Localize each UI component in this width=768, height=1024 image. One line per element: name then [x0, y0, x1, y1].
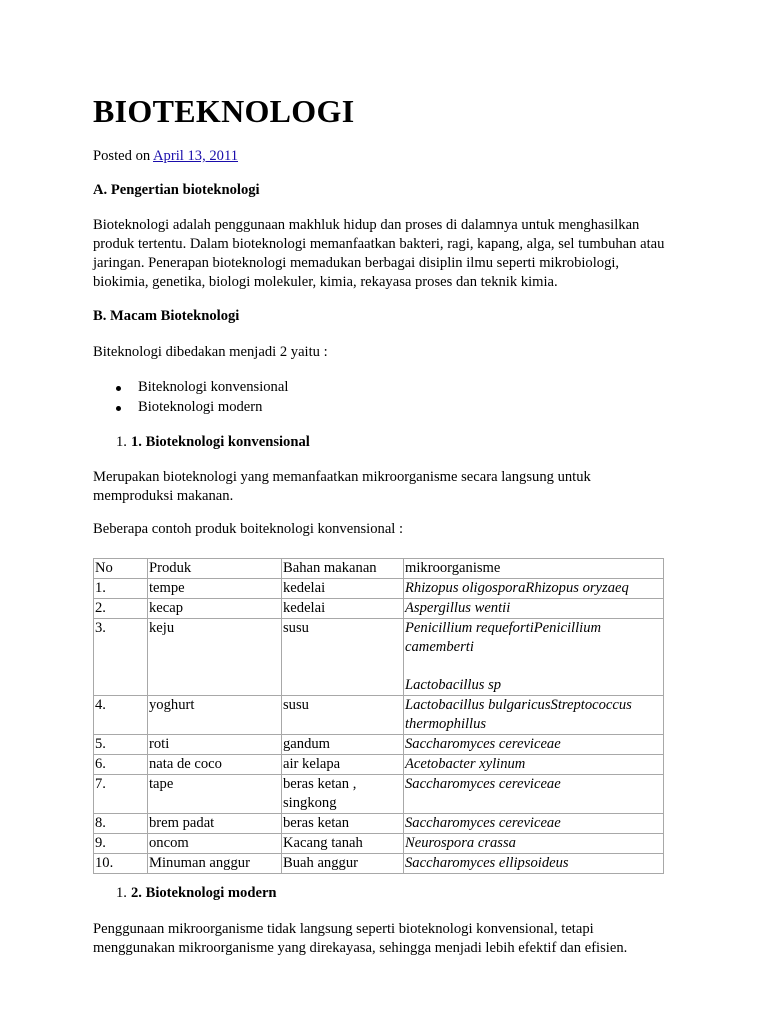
cell-mikroorganisme — [404, 579, 664, 599]
table-row — [94, 814, 664, 834]
cell-mikroorganisme — [404, 814, 664, 834]
cell-no: 4. — [94, 696, 148, 735]
cell-produk: Minuman anggur — [148, 854, 282, 874]
product-table — [93, 558, 664, 874]
cell-bahan: gandum — [282, 735, 404, 755]
cell-bahan: susu — [282, 696, 404, 735]
mikroorganisme-line: camemberti — [405, 639, 474, 655]
cell-no: 7. — [94, 775, 148, 814]
section-a-heading: A. Pengertian bioteknologi — [93, 182, 260, 198]
cell-mikroorganisme — [404, 619, 664, 696]
section-a-paragraph: Bioteknologi adalah penggunaan makhluk hidup dan proses di dalamnya untuk menghasilkan produk tertentu. Dalam bioteknologi memanfaatkan bakteri, ragi, kapang, alga, sel tumbuhan atau jaringan. Penerapan bioteknologi memadukan berbagai disiplin ilmu seperti mikrobiologi, biokimia, genetika, biologi molekuler, kimia, rekayasa proses dan teknik kimia. — [93, 217, 665, 290]
cell-no: 3. — [94, 619, 148, 696]
header-cell-produk: Produk — [148, 559, 282, 579]
header-cell-mikroorganisme: mikroorganisme — [404, 559, 664, 579]
cell-bahan: beras ketan , singkong — [282, 775, 404, 814]
mikroorganisme-line — [405, 657, 663, 676]
cell-bahan: kedelai — [282, 579, 404, 599]
header-cell-no: No — [94, 559, 148, 579]
cell-bahan: susu — [282, 619, 404, 696]
cell-mikroorganisme — [404, 854, 664, 874]
konvensional-heading — [93, 433, 310, 452]
cell-no: 9. — [94, 834, 148, 854]
cell-produk: oncom — [148, 834, 282, 854]
cell-produk: roti — [148, 735, 282, 755]
konvensional-heading-text: 1. Bioteknologi konvensional — [131, 434, 310, 450]
cell-bahan: beras ketan — [282, 814, 404, 834]
cell-no: 8. — [94, 814, 148, 834]
table-row — [94, 755, 664, 775]
mikroorganisme-line: Lactobacillus bulgaricusStreptococcus — [405, 697, 632, 713]
cell-produk: tempe — [148, 579, 282, 599]
mikroorganisme-line: thermophillus — [405, 716, 487, 732]
konvensional-number: 1. — [116, 434, 127, 450]
table-row — [94, 696, 664, 735]
table-row — [94, 735, 664, 755]
cell-produk: nata de coco — [148, 755, 282, 775]
mikroorganisme-line: Rhizopus oligosporaRhizopus oryzaeq — [405, 580, 629, 596]
list-item: Biteknologi konvensional — [93, 378, 288, 398]
mikroorganisme-line: Saccharomyces cereviceae — [405, 776, 561, 792]
list-item: Bioteknologi modern — [93, 398, 288, 418]
cell-no: 10. — [94, 854, 148, 874]
mikroorganisme-line: Aspergillus wentii — [405, 600, 511, 616]
table-row — [94, 775, 664, 814]
section-b-heading: B. Macam Bioteknologi — [93, 308, 240, 324]
section-b-intro: Biteknologi dibedakan menjadi 2 yaitu : — [93, 344, 328, 360]
cell-bahan: Buah anggur — [282, 854, 404, 874]
modern-number: 1. — [116, 885, 127, 901]
mikroorganisme-line: Penicillium requefortiPenicillium — [405, 620, 602, 636]
mikroorganisme-line: Saccharomyces cereviceae — [405, 736, 561, 752]
mikroorganisme-line: Acetobacter xylinum — [405, 756, 526, 772]
cell-no: 2. — [94, 599, 148, 619]
cell-produk: brem padat — [148, 814, 282, 834]
table-row — [94, 854, 664, 874]
mikroorganisme-line: Lactobacillus sp — [405, 677, 502, 693]
post-date-link[interactable]: April 13, 2011 — [153, 148, 239, 164]
examples-intro: Beberapa contoh produk boiteknologi konvensional : — [93, 521, 404, 537]
cell-mikroorganisme — [404, 696, 664, 735]
cell-mikroorganisme — [404, 834, 664, 854]
cell-mikroorganisme — [404, 735, 664, 755]
cell-bahan: air kelapa — [282, 755, 404, 775]
cell-bahan: kedelai — [282, 599, 404, 619]
header-cell-bahan: Bahan makanan — [282, 559, 404, 579]
cell-mikroorganisme — [404, 775, 664, 814]
modern-heading-text: 2. Bioteknologi modern — [131, 885, 277, 901]
mikroorganisme-line: Saccharomyces ellipsoideus — [405, 855, 569, 871]
page-title: BIOTEKNOLOGI — [93, 93, 355, 129]
cell-no: 5. — [94, 735, 148, 755]
table-row — [94, 599, 664, 619]
konvensional-paragraph: Merupakan bioteknologi yang memanfaatkan mikroorganisme secara langsung untuk memproduksi makanan. — [93, 469, 591, 504]
cell-produk: yoghurt — [148, 696, 282, 735]
mikroorganisme-line: Neurospora crassa — [405, 835, 516, 851]
cell-bahan: Kacang tanah — [282, 834, 404, 854]
posted-label: Posted on — [93, 148, 151, 164]
cell-produk: tape — [148, 775, 282, 814]
mikroorganisme-line: Saccharomyces cereviceae — [405, 815, 561, 831]
table-row — [94, 619, 664, 696]
modern-heading — [93, 884, 277, 903]
cell-no: 1. — [94, 579, 148, 599]
cell-mikroorganisme — [404, 599, 664, 619]
modern-paragraph: Penggunaan mikroorganisme tidak langsung seperti bioteknologi konvensional, tetapi menggunakan mikroorganisme yang direkayasa, sehingga menjadi lebih efektif dan efisien. — [93, 921, 628, 956]
table-row — [94, 834, 664, 854]
bioteknologi-type-list — [93, 378, 288, 417]
cell-no: 6. — [94, 755, 148, 775]
cell-mikroorganisme — [404, 755, 664, 775]
cell-produk: keju — [148, 619, 282, 696]
cell-produk: kecap — [148, 599, 282, 619]
table-row — [94, 579, 664, 599]
table-header-row — [94, 559, 664, 579]
post-meta — [93, 147, 238, 166]
